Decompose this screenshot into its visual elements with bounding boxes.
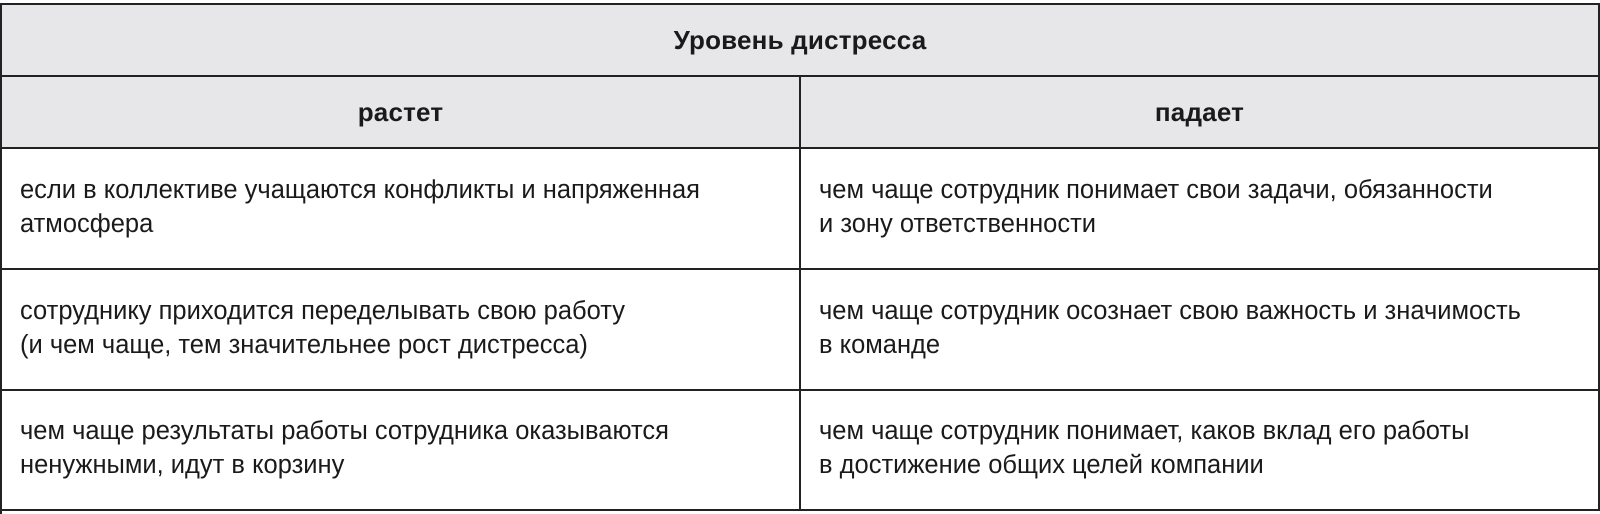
table-cell-falling: чем чаще сотрудник осознает свою важность и значимость в команде [801,270,1600,389]
table-header-row [2,77,1600,149]
table-cell-falling: чем чаще сотрудник понимает свои задачи, обязанности и зону ответственности [801,149,1600,268]
column-header-falling: падает [801,77,1600,147]
table-title-row [2,5,1600,77]
table-cell-rising: чем чаще результаты работы сотрудника оказываются ненужными, идут в корзину [2,391,801,509]
table-row [2,270,1600,391]
table-cell-rising: если в коллективе учащаются конфликты и напряженная атмосфера [2,149,801,268]
distress-table [0,3,1600,514]
table-row [2,149,1600,270]
table-title: Уровень дистресса [2,5,1600,75]
table-cell-falling: чем чаще сотрудник понимает, каков вклад его работы в достижение общих целей компании [801,391,1600,509]
table-cell-rising: сотруднику приходится переделывать свою работу (и чем чаще, тем значительнее рост дистресса) [2,270,801,389]
column-header-rising: растет [2,77,801,147]
table-row [2,391,1600,511]
